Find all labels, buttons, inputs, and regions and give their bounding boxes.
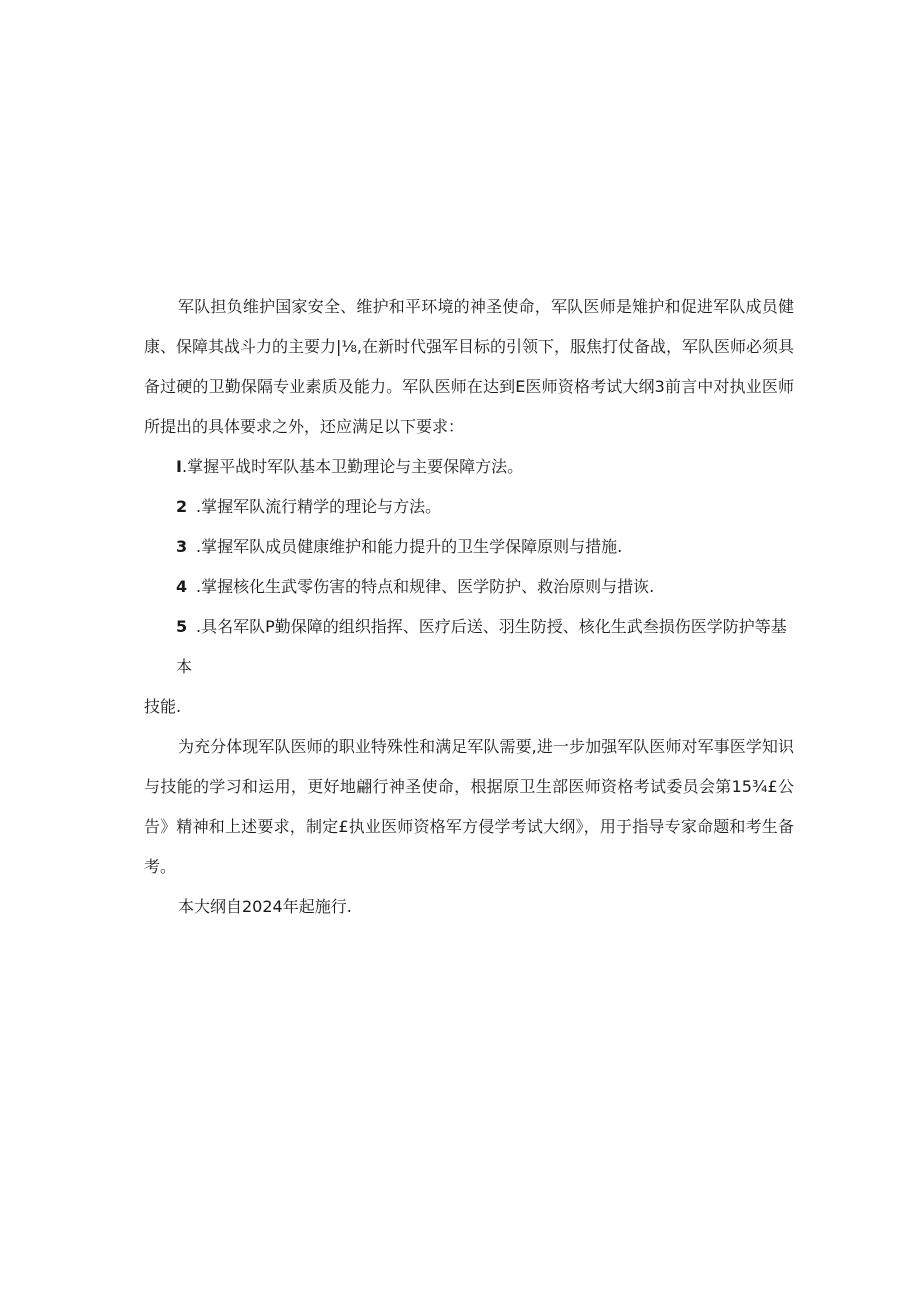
requirement-text: .掌握军队成员健康维护和能力提升的卫生学保障原则与措施. [196, 537, 623, 556]
requirement-text: .掌握军队流行精学的理论与方法。 [196, 497, 442, 516]
purpose-paragraph: 为充分体现军队医师的职业特殊性和满足军队需要,进一步加强军队医师对军事医学知识与技能的学习和运用，更好地翩行神圣使命，根据原卫生部医师资格考试委员会第15¾£公告》精神和上述要求，制定£执业医师资格军方侵学考试大纲》，用于指导专家命题和考生备考。 [144, 737, 794, 876]
requirement-item-4 [144, 567, 794, 607]
requirement-number: 4 [176, 577, 188, 596]
requirement-item-5 [144, 607, 794, 687]
requirement-item-3 [144, 527, 794, 567]
requirement-item-5-continuation: 技能. [144, 697, 182, 716]
requirement-number: 2 [176, 497, 188, 516]
requirement-item-2 [144, 487, 794, 527]
requirement-text: .具名军队P勤保障的组织指挥、医疗后送、羽生防授、核化生武叁损伤医学防护等基本 [176, 617, 787, 676]
requirement-number: 3 [176, 537, 188, 556]
requirement-text: .掌握核化生武零伤害的特点和规律、医学防护、救治原则与措诙. [196, 577, 655, 596]
requirement-number: 5 [176, 617, 188, 636]
requirement-text: .掌握平战时军队基本卫勤理论与主要保障方法。 [182, 457, 524, 476]
document-body [144, 287, 794, 927]
requirement-number: I [176, 457, 182, 476]
effective-date-paragraph: 本大纲自2024年起施行. [178, 897, 352, 916]
intro-paragraph: 军队担负维护国家安全、维护和平环境的神圣使命，军队医师是雉护和促进军队成员健康、保障其战斗力的主要力|⅛,在新时代强军目标的引领下，服焦打仗备战，军队医师必须具备过硬的卫勤保隔专业素质及能力。军队医师在达到E医师资格考试大纲3前言中对执业医师所提出的具体要求之外，还应满足以下要求： [144, 297, 794, 436]
requirement-item-1 [144, 447, 794, 487]
